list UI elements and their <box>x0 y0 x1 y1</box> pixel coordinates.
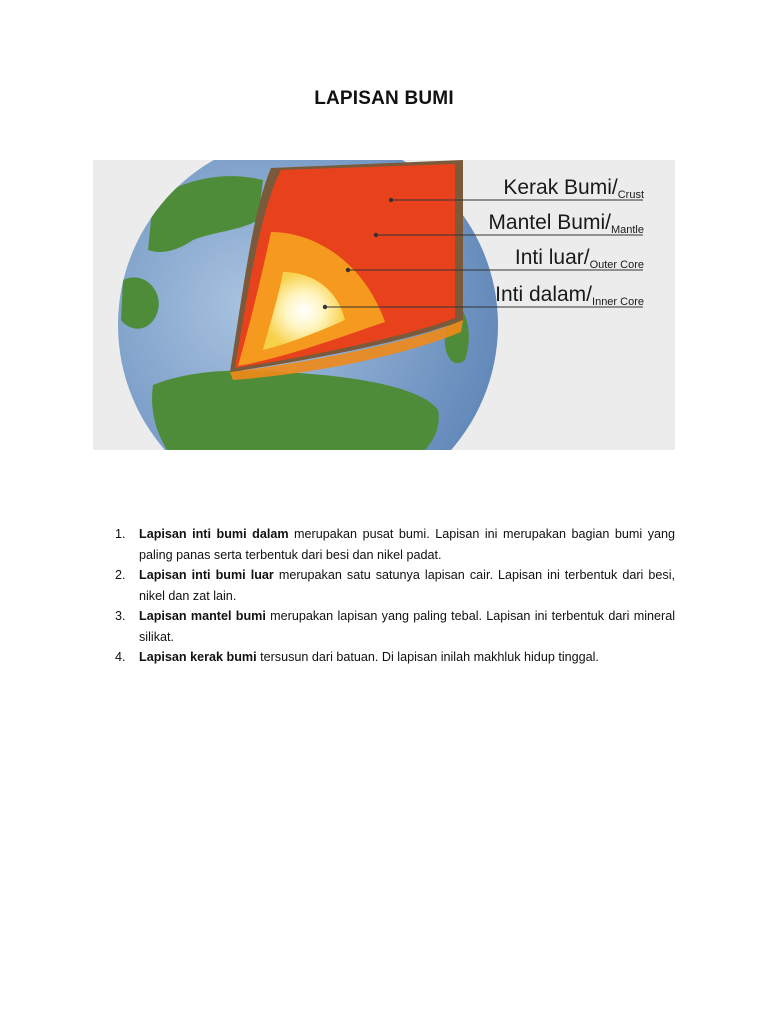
label-mantle: Mantel Bumi/$_{Mantle}$ <box>488 211 644 236</box>
list-item <box>104 565 675 606</box>
label-outer-core: Inti luar/$_{Outer Core}$ <box>514 246 644 271</box>
list-item <box>104 606 675 647</box>
list-number: 2. <box>115 568 126 582</box>
list-number: 3. <box>115 609 126 623</box>
leader-dot-outer-core <box>346 268 350 272</box>
leader-dot-inner-core <box>323 305 327 309</box>
list-item-text: merupakan pusat bumi. Lapisan ini merupakan bagian bumi yang paling panas serta terbentuk dari besi dan nikel padat. <box>139 527 675 562</box>
list-item-text: merupakan satu satunya lapisan cair. Lapisan ini terbentuk dari besi, nikel dan zat lain. <box>139 568 675 603</box>
earth-layers-figure <box>93 160 675 450</box>
list-item-heading: Lapisan kerak bumi <box>139 650 257 664</box>
list-item-heading: Lapisan inti bumi dalam <box>139 527 289 541</box>
earth-cutaway-illustration <box>93 160 675 450</box>
list-item-heading: Lapisan mantel bumi <box>139 609 266 623</box>
list-number: 4. <box>115 650 126 664</box>
list-item <box>104 524 675 565</box>
list-item-heading: Lapisan inti bumi luar <box>139 568 274 582</box>
label-inner-core: Inti dalam/$_{Inner Core}$ <box>495 283 644 308</box>
list-number: 1. <box>115 527 126 541</box>
list-item <box>104 647 675 668</box>
leader-dot-crust <box>389 198 393 202</box>
layer-description-list <box>104 524 675 668</box>
document-title: LAPISAN BUMI <box>314 88 454 109</box>
list-item-text: merupakan lapisan yang paling tebal. Lapisan ini terbentuk dari mineral silikat. <box>139 609 675 644</box>
leader-dot-mantle <box>374 233 378 237</box>
label-crust: Kerak Bumi/$_{Crust}$ <box>503 176 644 201</box>
list-item-text: tersusun dari batuan. Di lapisan inilah makhluk hidup tinggal. <box>256 650 599 664</box>
